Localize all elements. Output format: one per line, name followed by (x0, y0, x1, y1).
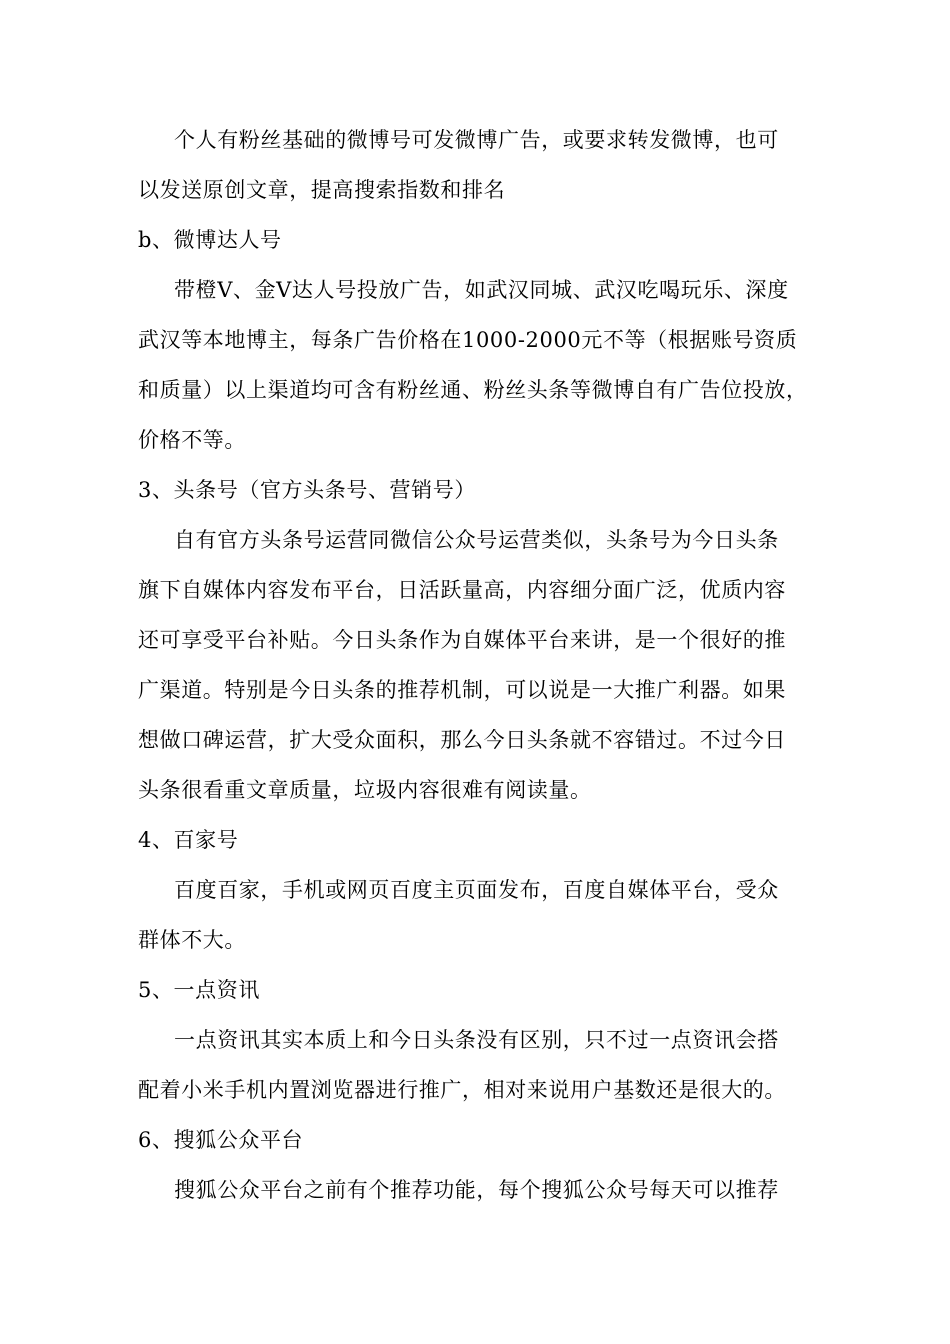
paragraph-line: 搜狐公众平台之前有个推荐功能，每个搜狐公众号每天可以推荐 (174, 1178, 779, 1202)
paragraph-line: 配着小米手机内置浏览器进行推广，相对来说用户基数还是很大的。 (138, 1078, 786, 1102)
paragraph-line: 和质量）以上渠道均可含有粉丝通、粉丝头条等微博自有广告位投放， (138, 378, 808, 402)
paragraph-line: 价格不等。 (138, 428, 246, 452)
paragraph-line: 武汉等本地博主，每条广告价格在1000-2000元不等（根据账号资质 (138, 328, 798, 352)
section-heading: 6、搜狐公众平台 (138, 1128, 304, 1152)
section-heading: b、微博达人号 (138, 228, 282, 252)
section-heading: 3、头条号（官方头条号、营销号） (138, 478, 476, 502)
paragraph-line: 带橙V、金V达人号投放广告，如武汉同城、武汉吃喝玩乐、深度 (174, 278, 789, 302)
paragraph-line: 百度百家，手机或网页百度主页面发布，百度自媒体平台，受众 (174, 878, 779, 902)
section-heading: 4、百家号 (138, 828, 239, 852)
paragraph-line: 以发送原创文章，提高搜索指数和排名 (138, 178, 506, 202)
paragraph-line: 自有官方头条号运营同微信公众号运营类似，头条号为今日头条 (174, 528, 779, 552)
paragraph-line: 群体不大。 (138, 928, 246, 952)
paragraph-line: 头条很看重文章质量，垃圾内容很难有阅读量。 (138, 778, 592, 802)
paragraph-line: 旗下自媒体内容发布平台，日活跃量高，内容细分面广泛，优质内容 (138, 578, 786, 602)
paragraph-line: 个人有粉丝基础的微博号可发微博广告，或要求转发微博，也可 (174, 128, 779, 152)
paragraph-line: 想做口碑运营，扩大受众面积，那么今日头条就不容错过。不过今日 (138, 728, 786, 752)
paragraph-line: 还可享受平台补贴。今日头条作为自媒体平台来讲，是一个很好的推 (138, 628, 786, 652)
paragraph-line: 广渠道。特别是今日头条的推荐机制，可以说是一大推广利器。如果 (138, 678, 786, 702)
section-heading: 5、一点资讯 (138, 978, 260, 1002)
paragraph-line: 一点资讯其实本质上和今日头条没有区别，只不过一点资讯会搭 (174, 1028, 779, 1052)
